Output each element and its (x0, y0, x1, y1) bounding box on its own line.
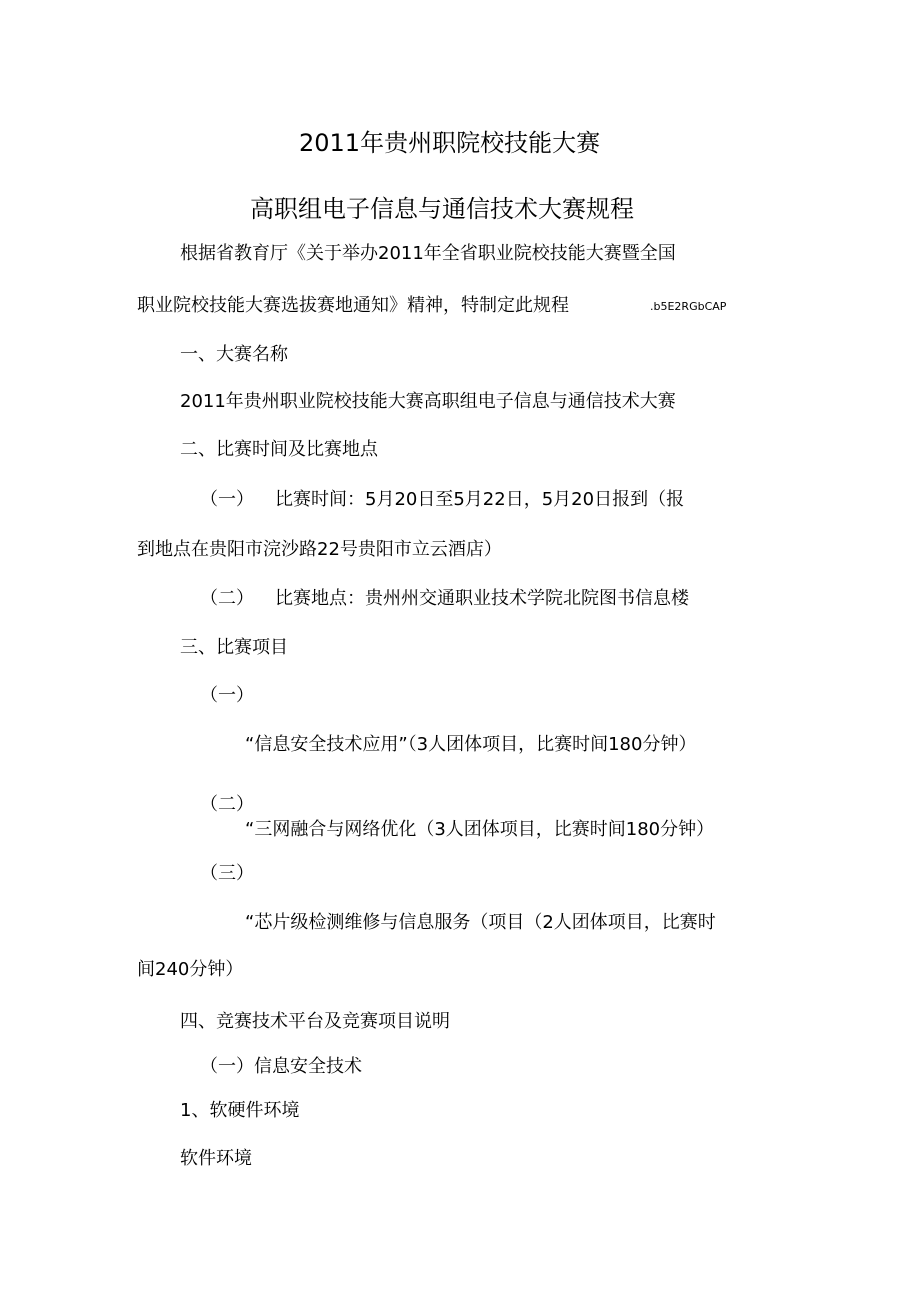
intro-paragraph-line-2: 职业院校技能大赛选拔赛地通知》精神，特制定此规程 (137, 295, 569, 316)
section-4-subsection-1: （一）信息安全技术 (200, 1056, 362, 1077)
section-3-item-2-text: “三网融合与网络优化（3人团体项目，比赛时间180分钟） (245, 819, 715, 840)
software-environment-label: 软件环境 (180, 1148, 252, 1169)
document-title-line-2: 高职组电子信息与通信技术大赛规程 (250, 195, 634, 223)
section-3-item-1-number: （一） (200, 685, 254, 706)
section-4-heading: 四、竞赛技术平台及竞赛项目说明 (180, 1011, 450, 1032)
section-2-heading: 二、比赛时间及比赛地点 (180, 439, 378, 460)
section-2-item-2-number: （二） (200, 588, 254, 609)
section-2-item-1-text: 比赛时间：5月20日至5月22日，5月20日报到（报 (275, 489, 685, 510)
section-3-item-1-text: “信息安全技术应用”（3人团体项目，比赛时间180分钟） (245, 734, 697, 755)
section-2-item-1-continuation: 到地点在贵阳市浣沙路22号贵阳市立云酒店） (137, 539, 502, 560)
section-2-item-2-text: 比赛地点：贵州州交通职业技术学院北院图书信息楼 (275, 588, 689, 609)
document-code-mark: .b5E2RGbCAP (650, 300, 727, 313)
intro-paragraph-line-1: 根据省教育厅《关于举办2011年全省职业院校技能大赛暨全国 (180, 243, 676, 264)
section-3-item-3-text: “芯片级检测维修与信息服务（项目（2人团体项目，比赛时 (245, 912, 716, 933)
section-3-heading: 三、比赛项目 (180, 637, 288, 658)
section-2-item-1-number: （一） (200, 489, 254, 510)
section-3-item-3-number: （三） (200, 863, 254, 884)
document-title-line-1: 2011年贵州职院校技能大赛 (299, 129, 601, 157)
section-3-item-3-continuation: 间240分钟） (137, 959, 244, 980)
section-3-item-2-number: （二） (200, 794, 254, 815)
section-1-heading: 一、大赛名称 (180, 344, 288, 365)
section-1-text: 2011年贵州职业院校技能大赛高职组电子信息与通信技术大赛 (180, 391, 676, 412)
section-4-subsection-1-point-1: 1、软硬件环境 (180, 1100, 300, 1121)
